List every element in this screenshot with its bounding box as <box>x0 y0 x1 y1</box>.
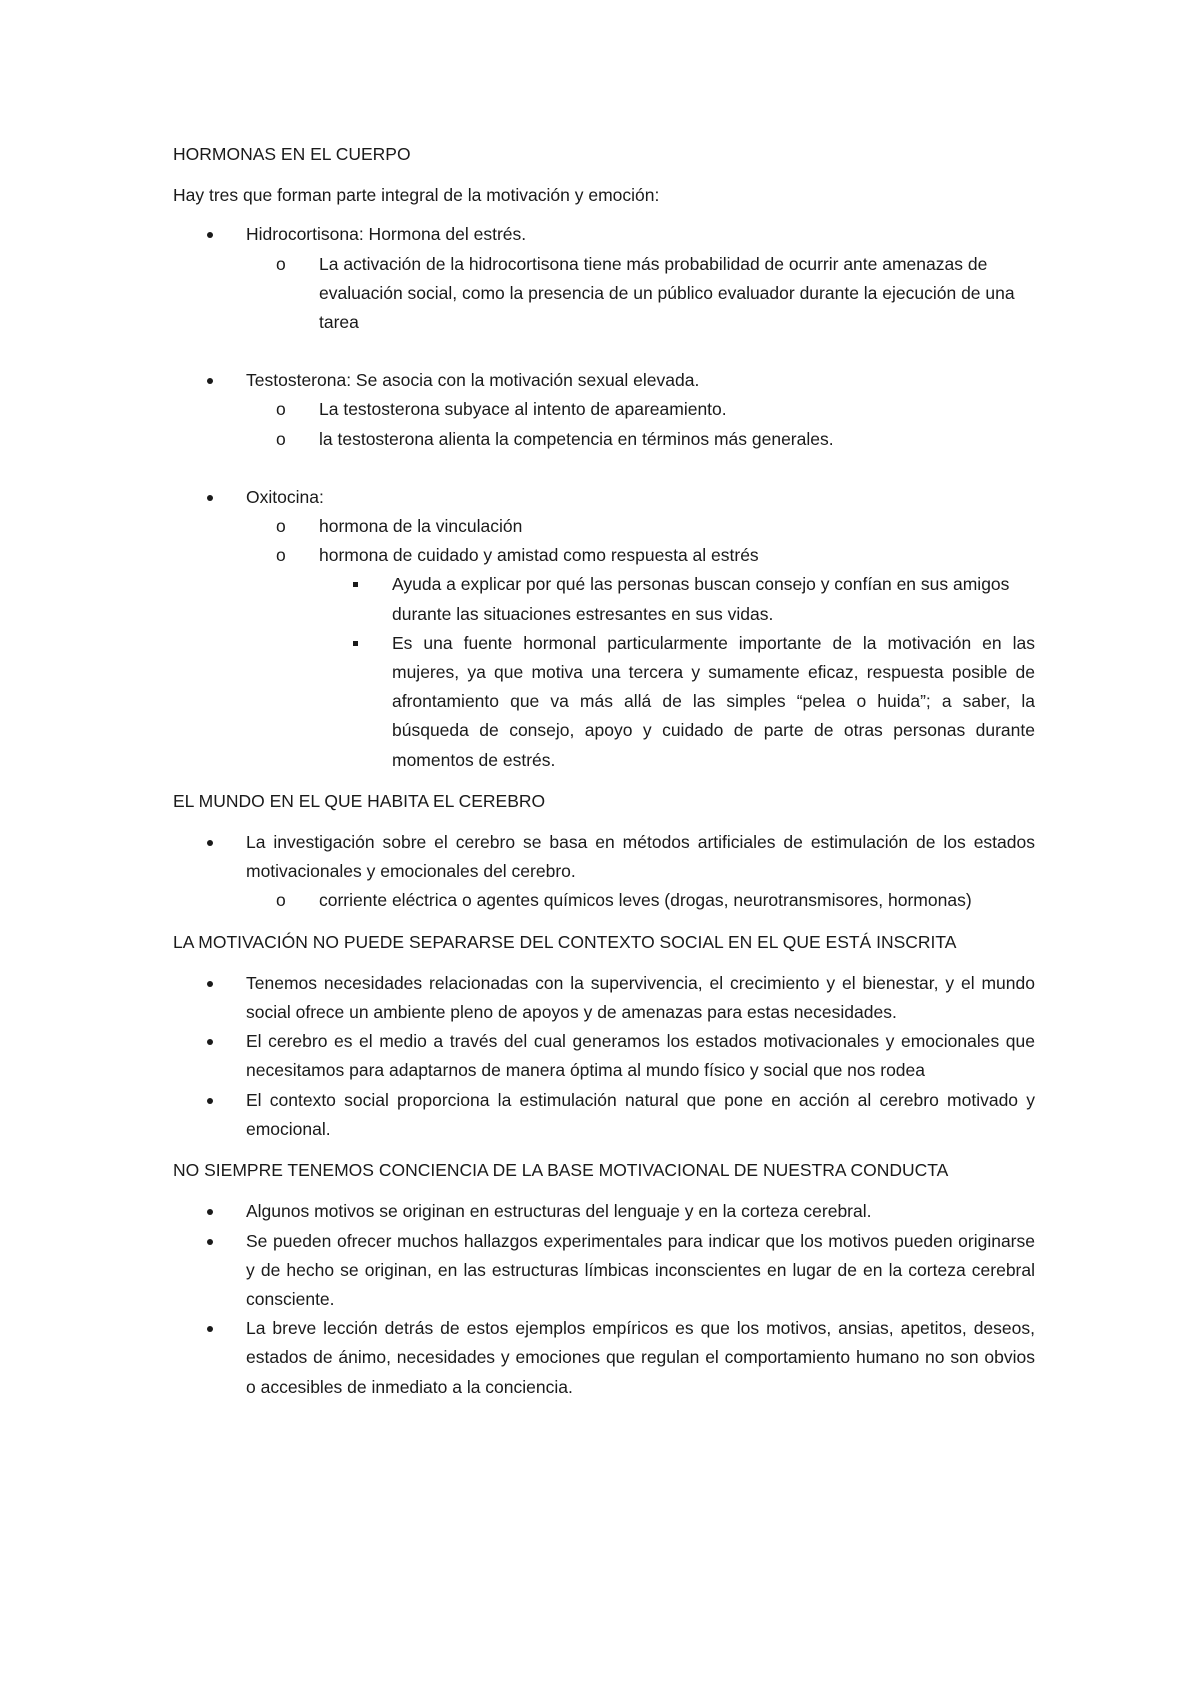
bullet-icon <box>207 840 213 846</box>
sub-list-item-text: hormona de cuidado y amistad como respuesta al estrés <box>319 545 759 566</box>
square-bullet-icon <box>353 582 358 587</box>
sub-list <box>246 250 1035 338</box>
section-contexto-social <box>173 928 1035 1144</box>
sub-list-item <box>246 250 1035 338</box>
circle-bullet-icon: o <box>276 516 286 537</box>
sub-sub-list-item-text: Ayuda a explicar por qué las personas buscan consejo y confían en sus amigos durante las situaciones estresantes en sus vidas. <box>392 574 1010 624</box>
sub-list <box>246 512 1035 775</box>
list-item <box>173 1314 1035 1402</box>
list-item-text: El cerebro es el medio a través del cual generamos los estados motivacionales y emocionales que necesitamos para adaptarnos de manera óptima al mundo físico y social que nos rodea <box>246 1031 1035 1081</box>
list-item <box>173 828 1035 916</box>
list-item-text: Se pueden ofrecer muchos hallazgos experimentales para indicar que los motivos pueden originarse y de hecho se originan, en las estructuras límbicas inconscientes en lugar de en la corteza cerebral consciente. <box>246 1230 1035 1309</box>
list-item-text: Algunos motivos se originan en estructuras del lenguaje y en la corteza cerebral. <box>246 1201 872 1222</box>
list-item <box>173 969 1035 1027</box>
list-item-text: Testosterona: Se asocia con la motivación sexual elevada. <box>246 370 700 391</box>
spacer <box>173 454 1035 483</box>
circle-bullet-icon: o <box>276 428 286 449</box>
sub-sub-list-item <box>319 570 1035 628</box>
sub-list-item-text: La activación de la hidrocortisona tiene más probabilidad de ocurrir ante amenazas de evaluación social, como la presencia de un público evaluador durante la ejecución de una tarea <box>319 253 1015 333</box>
sub-list <box>246 395 1035 453</box>
sub-list <box>246 886 1035 915</box>
sub-list-item-text: la testosterona alienta la competencia en términos más generales. <box>319 428 834 449</box>
circle-bullet-icon: o <box>276 890 286 911</box>
section-heading: EL MUNDO EN EL QUE HABITA EL CEREBRO <box>173 790 546 811</box>
circle-bullet-icon: o <box>276 399 286 420</box>
bullet-list <box>173 969 1035 1144</box>
sub-list-item-text: corriente eléctrica o agentes químicos leves (drogas, neurotransmisores, hormonas) <box>319 890 972 911</box>
spacer <box>173 1144 1035 1156</box>
section-heading: HORMONAS EN EL CUERPO <box>173 144 411 164</box>
sub-sub-list-item-text: Es una fuente hormonal particularmente importante de la motivación en las mujeres, ya que motiva una tercera y sumamente eficaz, respuesta posible de afrontamiento que va más allá de las simples “pelea o huida”; a saber, la búsqueda de consejo, apoyo y cuidado de parte de otras personas durante momentos de estrés. <box>392 632 1035 770</box>
section-heading: NO SIEMPRE TENEMOS CONCIENCIA DE LA BASE MOTIVACIONAL DE NUESTRA CONDUCTA <box>173 1160 949 1181</box>
circle-bullet-icon: o <box>276 253 286 274</box>
sub-list-item-text: La testosterona subyace al intento de apareamiento. <box>319 399 727 420</box>
list-item <box>173 1027 1035 1085</box>
spacer <box>173 775 1035 787</box>
list-item-text: Hidrocortisona: Hormona del estrés. <box>246 224 527 245</box>
list-item-text: La breve lección detrás de estos ejemplos empíricos es que los motivos, ansias, apetitos, deseos, estados de ánimo, necesidades y emociones que regulan el comportamiento humano no son obvios o accesibles de inmediato a la conciencia. <box>246 1318 1035 1397</box>
section-heading: LA MOTIVACIÓN NO PUEDE SEPARARSE DEL CONTEXTO SOCIAL EN EL QUE ESTÁ INSCRITA <box>173 931 957 952</box>
sub-list-item <box>246 886 1035 915</box>
sub-sub-list <box>319 570 1035 774</box>
sub-list-item <box>246 425 1035 454</box>
list-item <box>173 1227 1035 1315</box>
bullet-list <box>173 828 1035 916</box>
bullet-icon <box>207 1326 213 1332</box>
spacer <box>173 916 1035 928</box>
circle-bullet-icon: o <box>276 545 286 566</box>
document-page <box>173 140 1035 1402</box>
bullet-icon <box>207 1039 213 1045</box>
bullet-list <box>173 220 1035 774</box>
sub-list-item <box>246 395 1035 424</box>
bullet-icon <box>207 1098 213 1104</box>
list-item <box>173 220 1035 337</box>
section-conciencia <box>173 1156 1035 1402</box>
spacer <box>173 337 1035 366</box>
sub-list-item <box>246 541 1035 775</box>
square-bullet-icon <box>353 641 358 646</box>
bullet-icon <box>207 495 213 501</box>
bullet-list <box>173 1197 1035 1401</box>
section-hormonas <box>173 140 1035 775</box>
list-item-text: La investigación sobre el cerebro se basa en métodos artificiales de estimulación de los estados motivacionales y emocionales del cerebro. <box>246 832 1035 882</box>
list-item <box>173 483 1035 775</box>
list-item <box>173 1197 1035 1226</box>
sub-sub-list-item <box>319 629 1035 775</box>
bullet-icon <box>207 378 213 384</box>
list-item-text: Oxitocina: <box>246 486 324 507</box>
sub-list-item-text: hormona de la vinculación <box>319 516 523 537</box>
list-item-text: Tenemos necesidades relacionadas con la supervivencia, el crecimiento y el bienestar, y el mundo social ofrece un ambiente pleno de apoyos y de amenazas para estas necesidades. <box>246 972 1035 1023</box>
bullet-icon <box>207 1239 213 1245</box>
bullet-icon <box>207 1209 213 1215</box>
list-item <box>173 366 1035 454</box>
bullet-icon <box>207 232 213 238</box>
list-item-text: El contexto social proporciona la estimulación natural que pone en acción al cerebro motivado y emocional. <box>246 1089 1035 1139</box>
list-item <box>173 1086 1035 1144</box>
bullet-icon <box>207 981 213 987</box>
section-intro: Hay tres que forman parte integral de la motivación y emoción: <box>173 185 660 206</box>
section-mundo-cerebro <box>173 787 1035 916</box>
sub-list-item <box>246 512 1035 541</box>
